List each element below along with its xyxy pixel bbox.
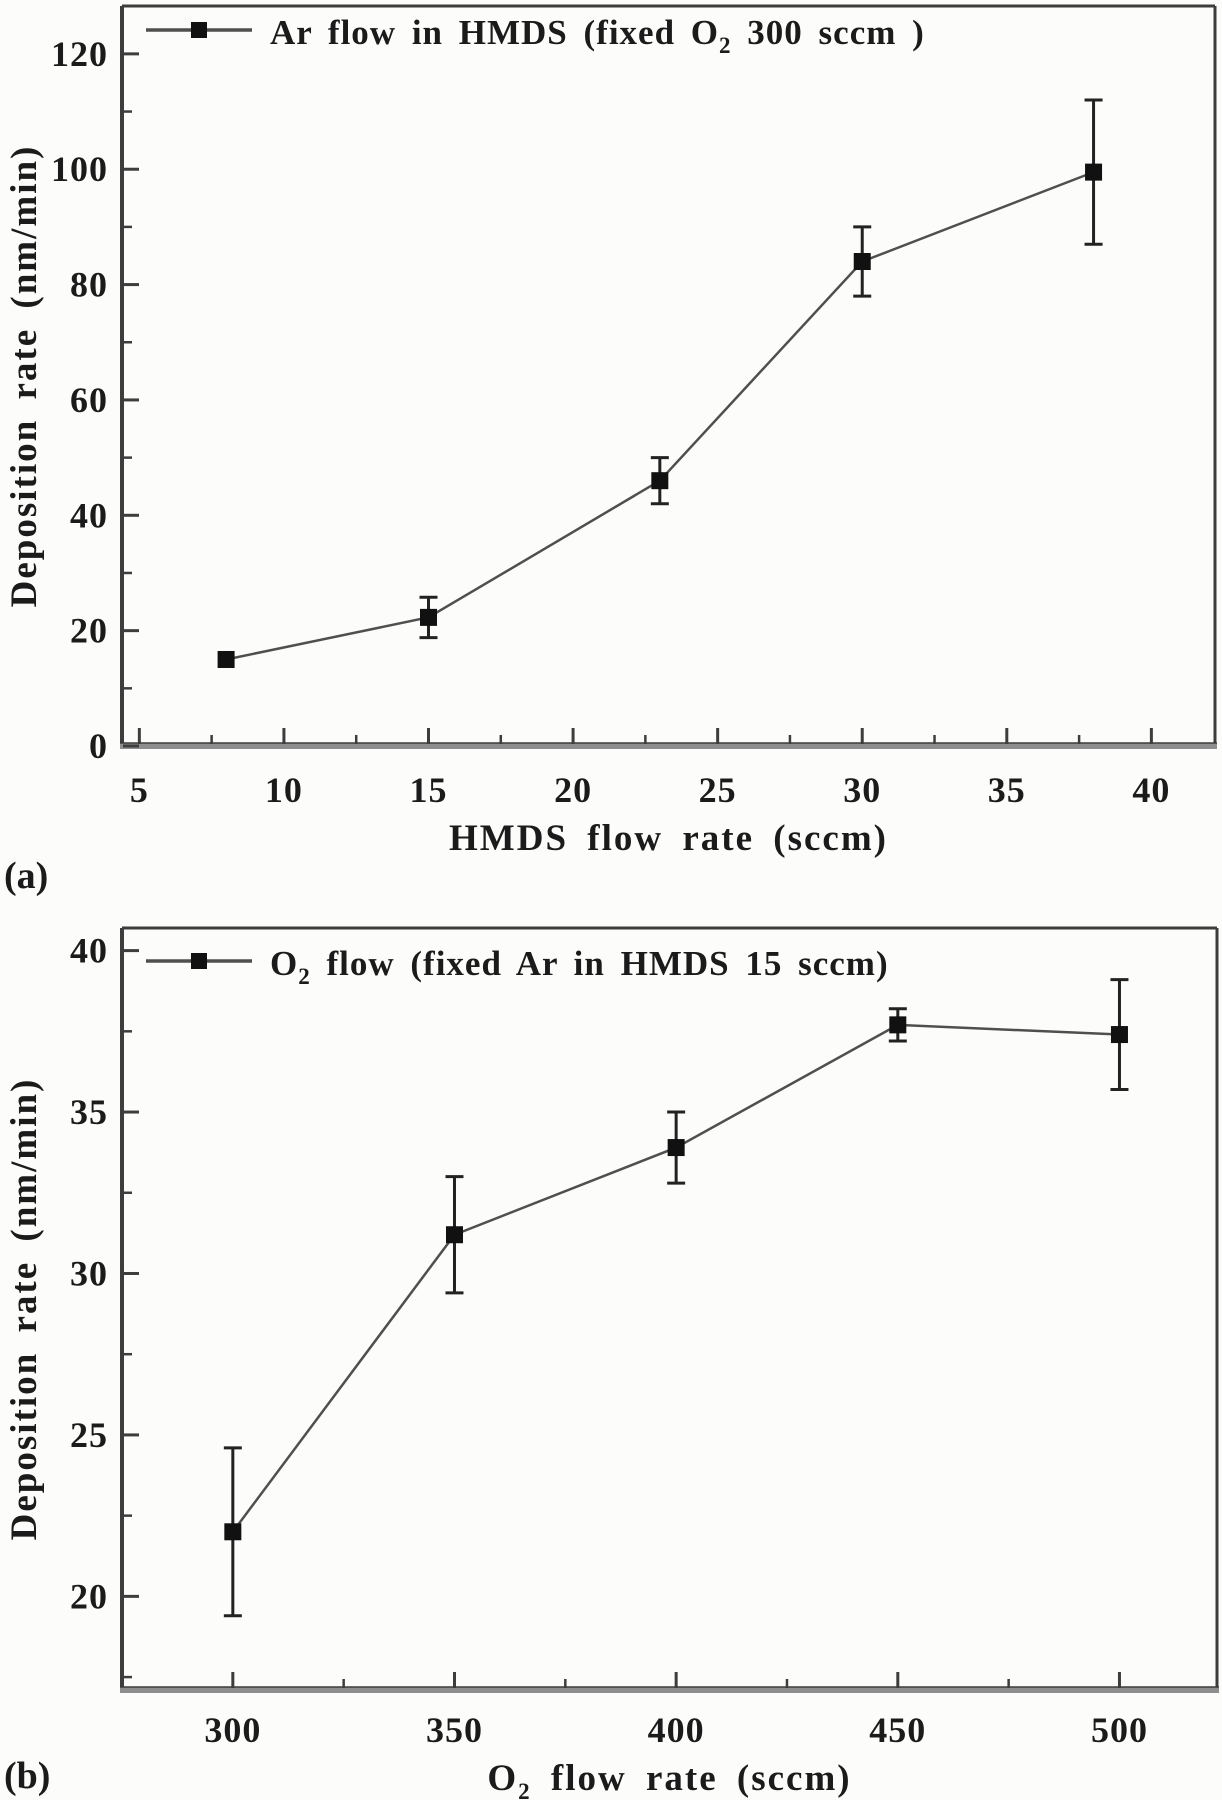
- data-point-marker: [218, 651, 235, 668]
- x-tick-label: 450: [869, 1710, 927, 1750]
- y-tick-label: 0: [89, 726, 108, 766]
- legend-marker: [191, 22, 207, 38]
- x-tick-label: 40: [1132, 770, 1171, 810]
- chart-panel-b: [4, 928, 1219, 1800]
- legend-label: [270, 944, 889, 989]
- x-tick-label: 20: [554, 770, 593, 810]
- x-tick-label: 5: [129, 770, 149, 810]
- y-tick-label: 35: [70, 1092, 108, 1133]
- y-tick-label: 120: [51, 33, 108, 74]
- x-tick-label: 300: [204, 1710, 262, 1750]
- text-run: O: [487, 1758, 519, 1799]
- legend-marker: [191, 953, 207, 969]
- x-axis-label: [487, 1758, 851, 1800]
- text-run: flow rate (sccm): [531, 1758, 852, 1799]
- data-point-marker: [668, 1139, 685, 1156]
- data-line: [233, 1025, 1120, 1532]
- panel-label-b: (b): [4, 1755, 51, 1797]
- data-point-marker: [1085, 164, 1102, 181]
- y-tick-label: 40: [70, 495, 108, 536]
- data-point-marker: [224, 1523, 241, 1540]
- y-axis-label: Deposition rate (nm/min): [4, 1077, 45, 1541]
- x-tick-label: 400: [647, 1710, 705, 1750]
- subscript: 2: [518, 1779, 532, 1800]
- x-tick-label: 10: [264, 770, 303, 810]
- data-point-marker: [420, 609, 437, 626]
- x-tick-label: 15: [409, 770, 448, 810]
- x-tick-label: 350: [425, 1710, 483, 1750]
- data-point-marker: [651, 472, 668, 489]
- subscript: 2: [298, 964, 311, 989]
- x-axis-label: [449, 818, 888, 859]
- x-tick-label: 30: [843, 770, 882, 810]
- y-tick-label: 30: [70, 1253, 108, 1294]
- text-run: flow (fixed Ar in HMDS 15 sccm): [310, 944, 889, 983]
- data-line: [226, 172, 1093, 659]
- y-tick-label: 80: [70, 264, 108, 305]
- y-axis-label: Deposition rate (nm/min): [4, 144, 45, 608]
- x-tick-label: 35: [987, 770, 1026, 810]
- y-tick-label: 20: [70, 610, 108, 651]
- subscript: 2: [719, 33, 732, 58]
- y-tick-label: 25: [70, 1414, 108, 1455]
- chart-panel-a: [4, 6, 1217, 859]
- panel-label-a: (a): [4, 855, 49, 897]
- data-point-marker: [889, 1016, 906, 1033]
- text-run: HMDS flow rate (sccm): [449, 818, 888, 859]
- text-run: Ar flow in HMDS (fixed O: [270, 13, 720, 52]
- legend-label: [270, 13, 925, 58]
- x-tick-label: 25: [698, 770, 737, 810]
- text-run: O: [270, 944, 299, 983]
- y-tick-label: 40: [70, 930, 108, 971]
- y-tick-label: 60: [70, 379, 108, 420]
- data-point-marker: [446, 1226, 463, 1243]
- data-point-marker: [1111, 1026, 1128, 1043]
- text-run: 300 sccm ): [731, 13, 925, 52]
- x-tick-label: 500: [1090, 1710, 1148, 1750]
- data-point-marker: [854, 253, 871, 270]
- y-tick-label: 100: [51, 149, 108, 190]
- y-tick-label: 20: [70, 1576, 108, 1617]
